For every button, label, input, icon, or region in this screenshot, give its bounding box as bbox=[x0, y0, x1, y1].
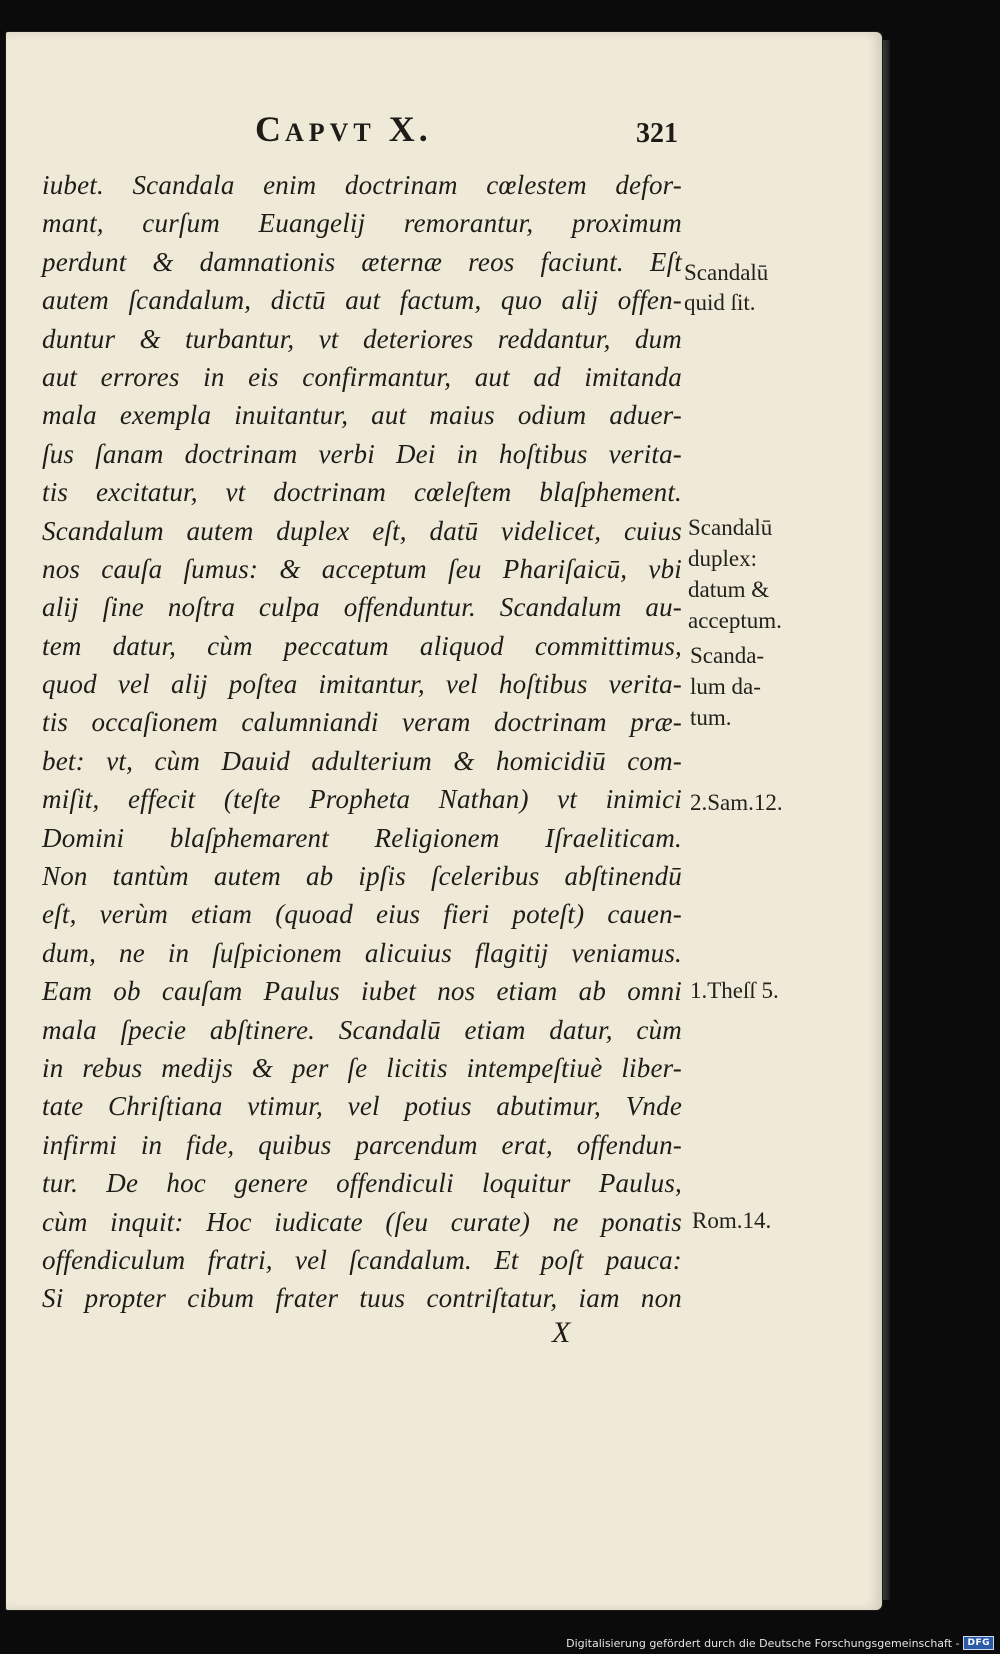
chapter-number: X. bbox=[388, 109, 432, 149]
text-line: autem ſcandalum, dictū aut factum, quo alij offen- bbox=[42, 285, 682, 316]
margin-note-scandalum-datum bbox=[690, 640, 764, 733]
text-line: tis excitatur, vt doctrinam cœleſtem blaſphement. bbox=[42, 477, 682, 508]
text-line: Domini blaſphemarent Religionem Iſraeliticam. bbox=[42, 822, 682, 853]
text-line: iubet. Scandala enim doctrinam cœlestem defor- bbox=[42, 170, 682, 200]
text-line: duntur & turbantur, vt deteriores reddantur, dum bbox=[42, 323, 682, 354]
text-line: cùm inquit: Hoc iudicate (ſeu curate) ne ponatis bbox=[42, 1206, 682, 1237]
running-head-initial: C bbox=[255, 109, 285, 149]
text-line: quod vel alij poſtea imitantur, vel hoſtibus verita- bbox=[42, 669, 682, 700]
running-head bbox=[255, 108, 432, 150]
signature-mark: X bbox=[552, 1316, 571, 1349]
text-line: eſt, verùm etiam (quoad eius fieri poteſt) cauen- bbox=[42, 899, 682, 930]
running-head-rest: APVT bbox=[285, 118, 376, 147]
margin-note-line: quid ſit. bbox=[684, 290, 756, 315]
margin-note-line: datum & bbox=[688, 577, 770, 602]
text-line: mant, curſum Euangelij remorantur, proximum bbox=[42, 208, 682, 239]
margin-note-line: duplex: bbox=[688, 546, 757, 571]
margin-note-line: tum. bbox=[690, 705, 732, 730]
text-line: Scandalum autem duplex eſt, datū videlicet, cuius bbox=[42, 515, 682, 546]
margin-note-scandalum-duplex bbox=[688, 512, 782, 636]
text-line: nos cauſa ſumus: & acceptum ſeu Phariſaicū, vbi bbox=[42, 553, 682, 584]
text-line: alij ſine noſtra culpa offenduntur. Scandalum au- bbox=[42, 592, 682, 623]
text-line: in rebus medijs & per ſe licitis intempeſtiuè liber- bbox=[42, 1052, 682, 1083]
margin-note-line: Scanda- bbox=[690, 643, 765, 668]
text-line: offendiculum fratri, vel ſcandalum. Et poſt pauca: bbox=[42, 1244, 682, 1275]
text-line: mala exempla inuitantur, aut maius odium aduer- bbox=[42, 400, 682, 431]
text-line: dum, ne in ſuſpicionem alicuius flagitij veniamus. bbox=[42, 937, 682, 968]
text-line: bet: vt, cùm Dauid adulterium & homicidiū com- bbox=[42, 745, 682, 776]
margin-note-line: Scandalū bbox=[684, 260, 769, 285]
margin-note-line: lum da- bbox=[690, 674, 761, 699]
margin-note-scandalum-quid-sit bbox=[684, 258, 768, 318]
text-line: Non tantùm autem ab ipſis ſceleribus abſtinendū bbox=[42, 861, 682, 892]
margin-note-1-thess: 1.Theſſ 5. bbox=[690, 978, 779, 1003]
text-line: ſus ſanam doctrinam verbi Dei in hoſtibus verita- bbox=[42, 438, 682, 469]
dfg-logo: DFG bbox=[963, 1636, 994, 1650]
credit-text: Digitalisierung gefördert durch die Deutsche Forschungsgemeinschaft - bbox=[566, 1636, 960, 1650]
page-number: 321 bbox=[636, 118, 678, 149]
margin-note-line: acceptum. bbox=[688, 608, 782, 633]
text-line: tis occaſionem calumniandi veram doctrinam præ- bbox=[42, 707, 682, 738]
text-line: perdunt & damnationis æternæ reos faciunt. Eſt bbox=[42, 246, 682, 277]
text-line: infirmi in fide, quibus parcendum erat, offendun- bbox=[42, 1129, 682, 1160]
text-line: Eam ob cauſam Paulus iubet nos etiam ab omni bbox=[42, 976, 682, 1007]
digitization-credit bbox=[566, 1636, 994, 1650]
margin-note-rom: Rom.14. bbox=[692, 1208, 772, 1233]
text-line: aut errores in eis confirmantur, aut ad imitanda bbox=[42, 361, 682, 392]
text-line: mala ſpecie abſtinere. Scandalū etiam datur, cùm bbox=[42, 1014, 682, 1045]
text-line: tem datur, cùm peccatum aliquod committimus, bbox=[42, 630, 682, 661]
text-line: Si propter cibum frater tuus contriſtatur, iam non bbox=[42, 1283, 682, 1314]
text-line: tur. De hoc genere offendiculi loquitur Paulus, bbox=[42, 1168, 682, 1199]
main-text-block bbox=[42, 166, 682, 1318]
margin-note-2-sam: 2.Sam.12. bbox=[690, 790, 783, 815]
margin-note-line: Scandalū bbox=[688, 515, 773, 540]
text-line: miſit, effecit (teſte Propheta Nathan) vt inimici bbox=[42, 784, 682, 815]
text-line: tate Chriſtiana vtimur, vel potius abutimur, Vnde bbox=[42, 1091, 682, 1122]
